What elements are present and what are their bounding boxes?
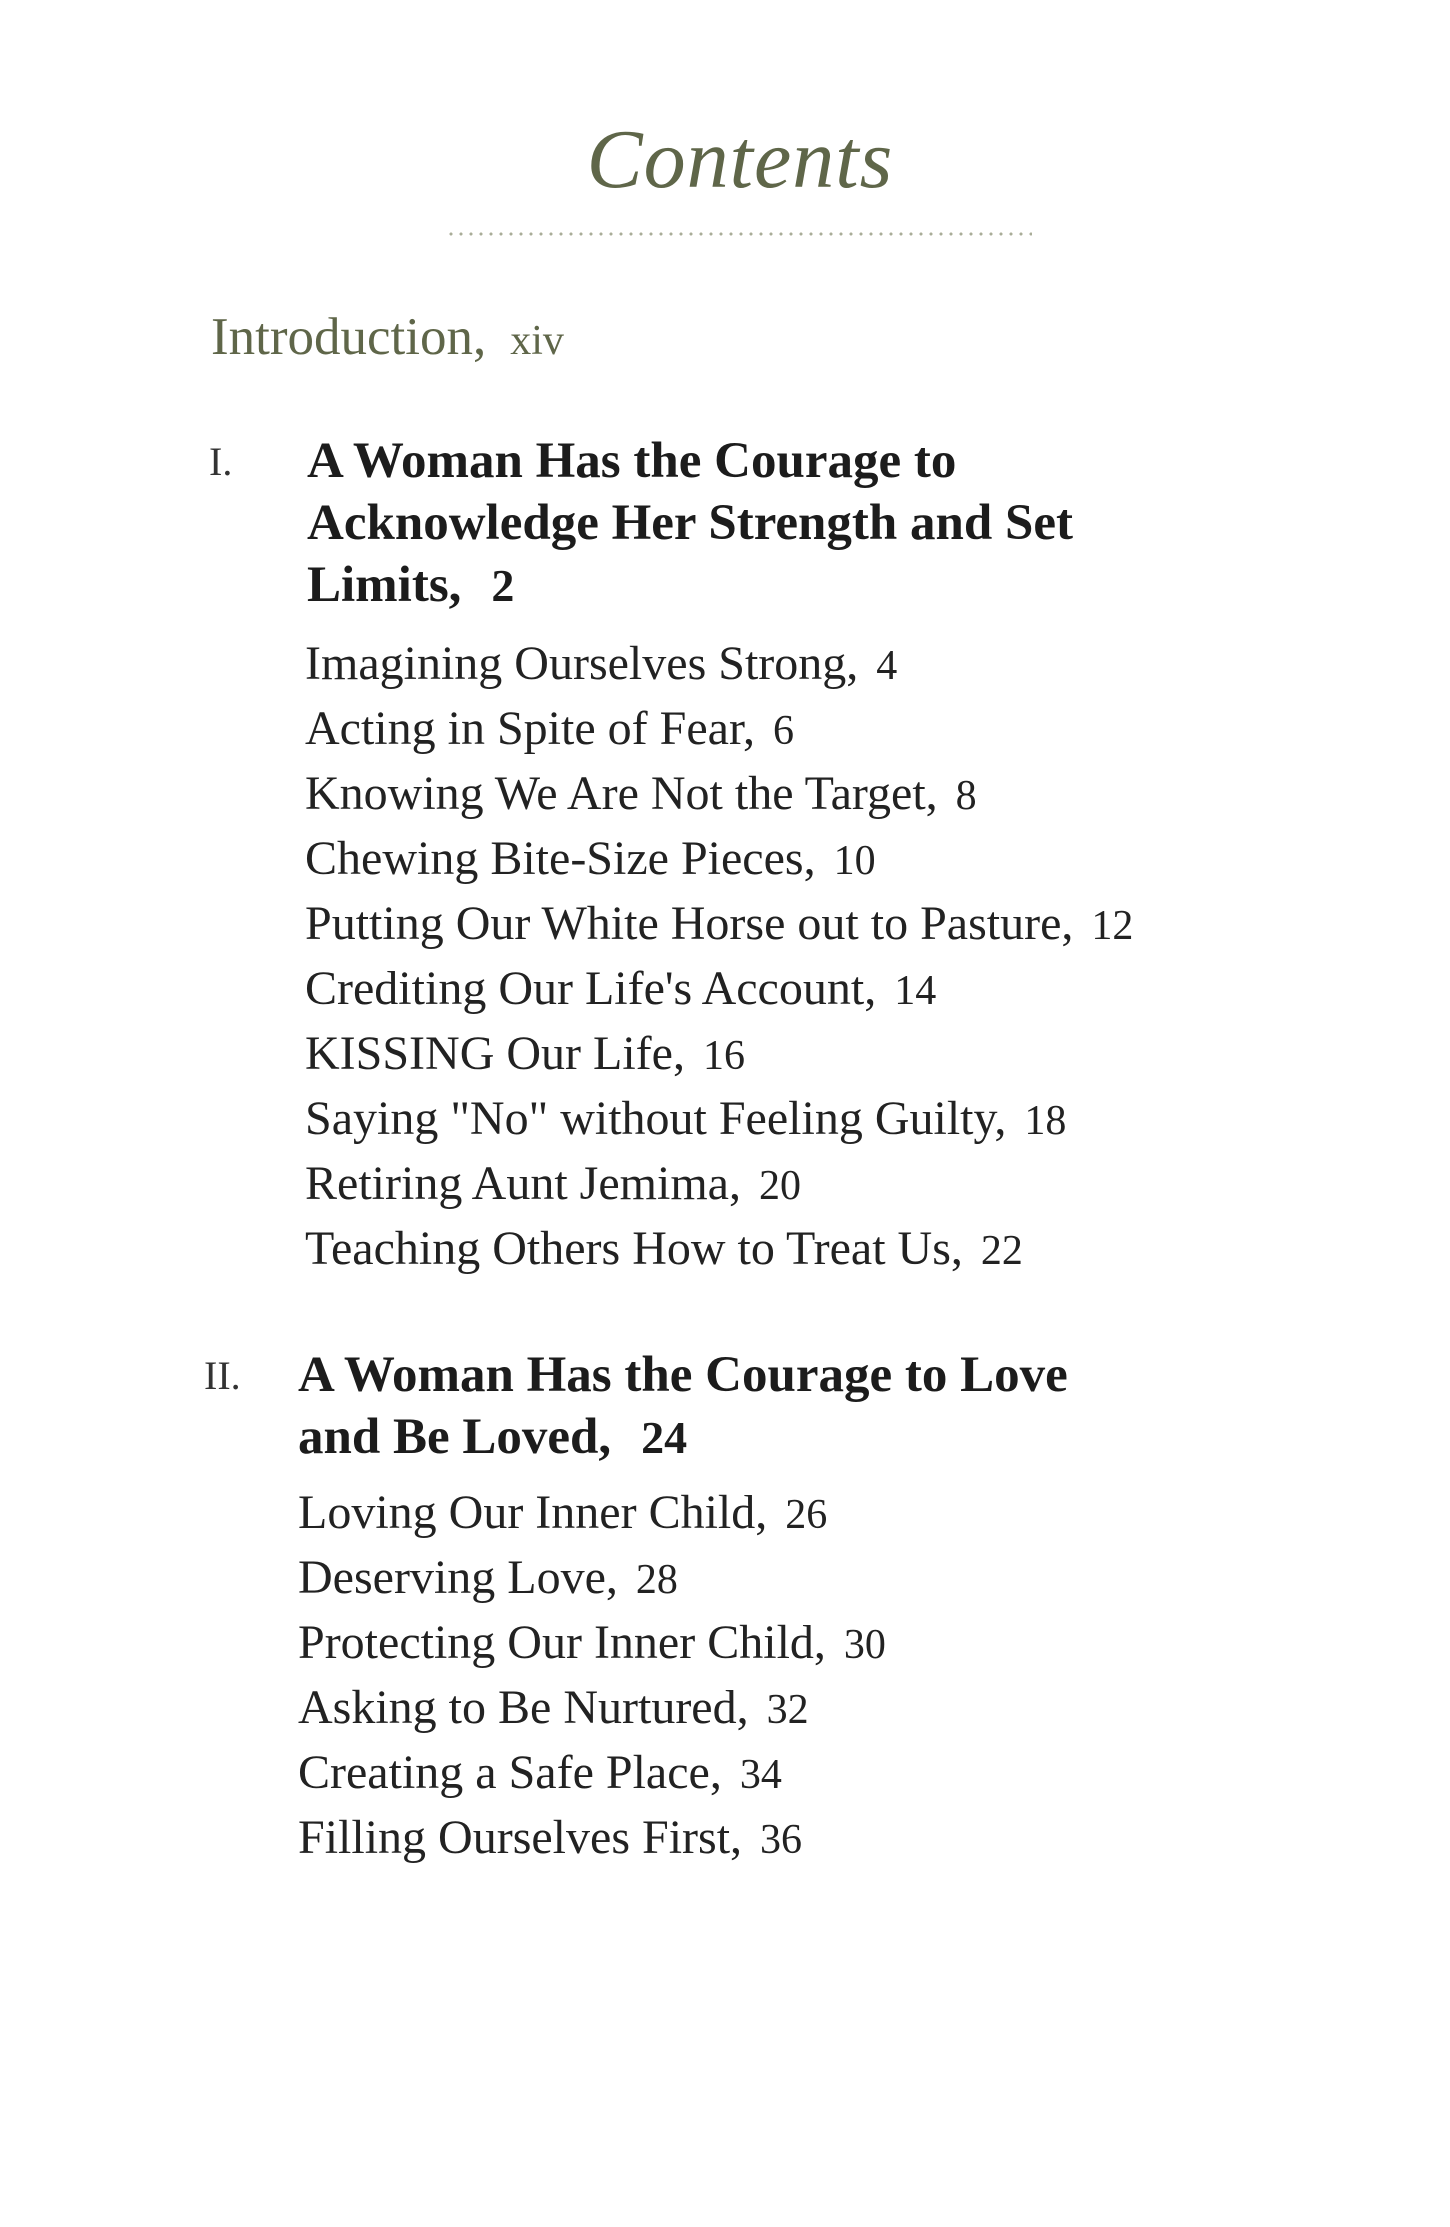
entry-page: 34 (739, 1752, 782, 1798)
section-2-title-line (298, 1406, 1178, 1469)
entry-page: 12 (1091, 903, 1134, 949)
toc-entry (305, 1086, 1133, 1151)
entry-label: Asking to Be Nurtured, (298, 1681, 749, 1734)
entry-page: 30 (843, 1622, 886, 1668)
toc-introduction (211, 302, 564, 376)
entry-page: 36 (760, 1817, 803, 1863)
section-1-numeral: I. (209, 439, 233, 484)
entry-label: Acting in Spite of Fear, (305, 702, 755, 755)
section-2-title-line: A Woman Has the Courage to Love (298, 1347, 1068, 1403)
entry-page: 26 (785, 1492, 828, 1538)
toc-entry (305, 1021, 1133, 1086)
toc-entry (305, 696, 1133, 761)
entry-page: 20 (758, 1163, 801, 1209)
toc-entry (305, 826, 1133, 891)
entry-label: Knowing We Are Not the Target, (305, 767, 938, 820)
toc-entry (305, 631, 1133, 696)
section-2-title (298, 1344, 1178, 1469)
toc-entry (305, 761, 1133, 826)
entry-label: Teaching Others How to Treat Us, (305, 1222, 963, 1275)
section-1-title-line-text: Limits, (307, 557, 462, 613)
toc-entry (298, 1480, 886, 1545)
entry-label: Chewing Bite-Size Pieces, (305, 832, 816, 885)
entry-label: Deserving Love, (298, 1551, 618, 1604)
entry-label: Filling Ourselves First, (298, 1811, 743, 1864)
page-title: Contents (586, 113, 894, 206)
toc-entry (298, 1610, 886, 1675)
entry-page: 32 (766, 1687, 809, 1733)
entry-label: Putting Our White Horse out to Pasture, (305, 897, 1074, 950)
dotted-rule (446, 232, 1032, 236)
entry-label: Protecting Our Inner Child, (298, 1616, 826, 1669)
entry-page: 22 (980, 1228, 1023, 1274)
section-1-title-line: A Woman Has the Courage to (307, 433, 957, 489)
toc-entry (305, 1151, 1133, 1216)
entry-page: 18 (1024, 1098, 1067, 1144)
entry-label: Loving Our Inner Child, (298, 1486, 768, 1539)
section-2-numeral: II. (204, 1353, 241, 1398)
entry-page: 6 (773, 708, 794, 754)
entry-page: 10 (833, 838, 876, 884)
section-1-page: 2 (491, 560, 515, 611)
introduction-label: Introduction, (211, 308, 487, 366)
section-1-title (307, 430, 1187, 617)
section-2-title-line-text: and Be Loved, (298, 1409, 612, 1465)
entry-page: 14 (894, 968, 937, 1014)
entry-page: 8 (955, 773, 977, 819)
toc-entry (305, 956, 1133, 1021)
entry-label: Creating a Safe Place, (298, 1746, 722, 1799)
section-1-entries (305, 631, 1133, 1281)
entry-label: Retiring Aunt Jemima, (305, 1157, 741, 1210)
toc-entry (298, 1675, 886, 1740)
toc-entry (298, 1740, 886, 1805)
entry-page: 28 (635, 1557, 678, 1603)
introduction-page: xiv (510, 318, 564, 364)
entry-page: 16 (702, 1033, 745, 1079)
section-1-title-line (307, 554, 1187, 617)
toc-entry (305, 891, 1133, 956)
entry-label: Saying "No" without Feeling Guilty, (305, 1092, 1007, 1145)
section-2-page: 24 (641, 1412, 688, 1463)
entry-label: KISSING Our Life, (305, 1027, 685, 1080)
toc-entry (305, 1216, 1133, 1281)
entry-label: Imagining Ourselves Strong, (305, 637, 859, 690)
toc-entry (298, 1545, 886, 1610)
entry-page: 4 (876, 643, 898, 689)
entry-label: Crediting Our Life's Account, (305, 962, 877, 1015)
toc-entry (298, 1805, 886, 1870)
section-1-title-line: Acknowledge Her Strength and Set (307, 495, 1073, 551)
section-2-entries (298, 1480, 886, 1870)
